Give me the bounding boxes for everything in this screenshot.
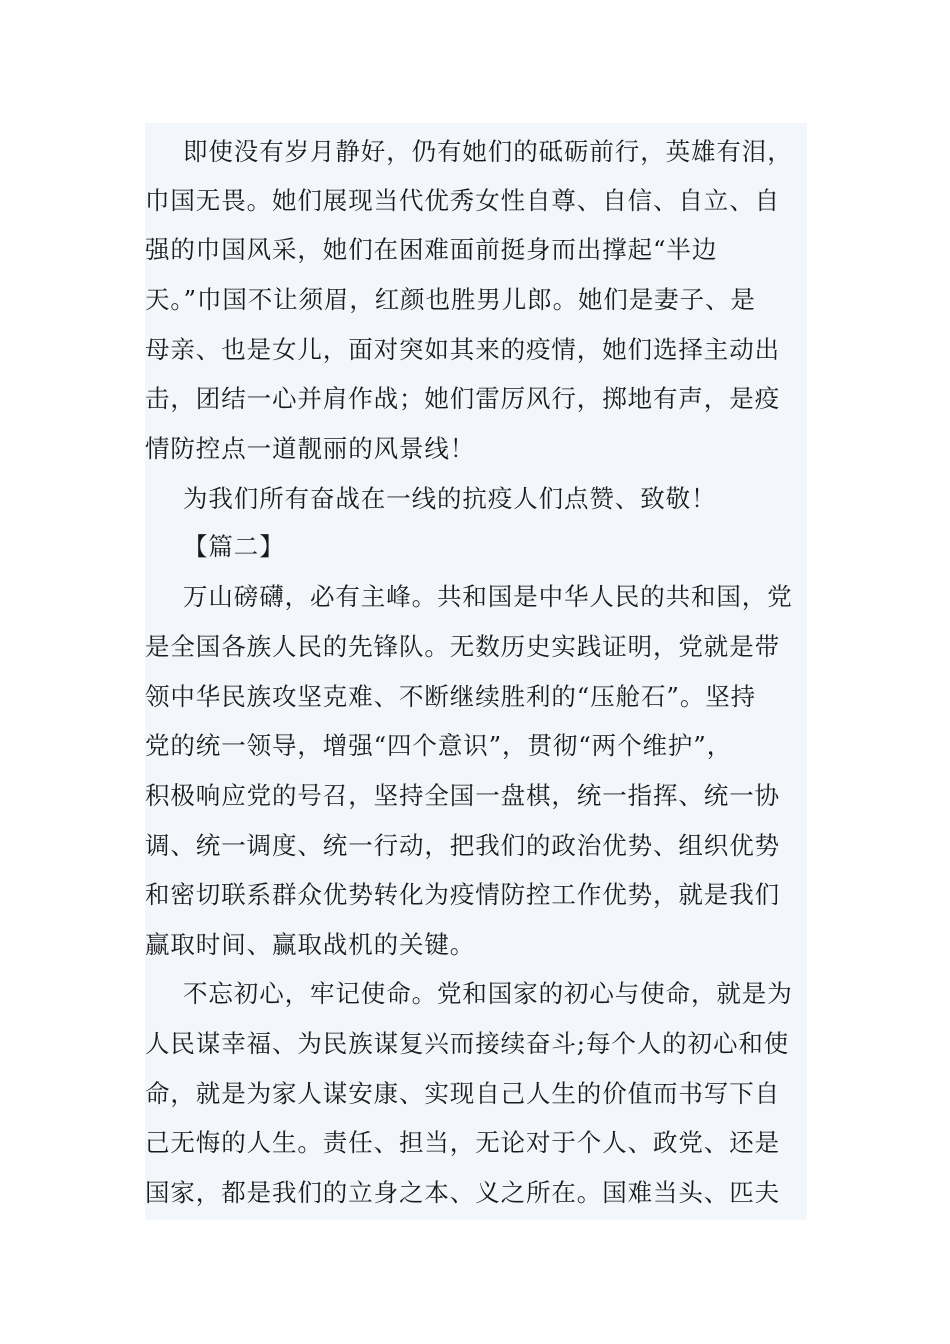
paragraph-line: 巾国无畏。她们展现当代优秀女性自尊、自信、自立、自 [145,186,780,215]
paragraph-line: 强的巾国风采，她们在困难面前挺身而出撑起“半边 [145,235,718,264]
paragraph-line: 即使没有岁月静好，仍有她们的砥砺前行，英雄有泪， [183,137,793,166]
paragraph-line: 积极响应党的号召，坚持全国一盘棋，统一指挥、统一协 [145,781,780,810]
paragraph-line: 赢取时间、赢取战机的关键。 [145,930,476,959]
paragraph-line: 党的统一领导，增强“四个意识”，贯彻“两个维护”， [145,731,733,760]
document-text-block [145,123,807,1220]
paragraph-line: 母亲、也是女儿，面对突如其来的疫情，她们选择主动出 [145,335,780,364]
paragraph-line: 情防控点一道靓丽的风景线！ [145,434,476,463]
paragraph-line: 为我们所有奋战在一线的抗疫人们点赞、致敬！ [183,484,717,513]
paragraph-line: 人民谋幸福、为民族谋复兴而接续奋斗;每个人的初心和使 [145,1029,790,1058]
paragraph-line: 不忘初心，牢记使命。党和国家的初心与使命，就是为 [183,979,793,1008]
paragraph-line: 击，团结一心并肩作战；她们雷厉风行，掷地有声，是疫 [145,384,780,413]
paragraph-line: 国家，都是我们的立身之本、义之所在。国难当头、匹夫 [145,1178,780,1207]
paragraph-line: 是全国各族人民的先锋队。无数历史实践证明，党就是带 [145,632,780,661]
paragraph-line: 命，就是为家人谋安康、实现自己人生的价值而书写下自 [145,1079,780,1108]
paragraph-line: 调、统一调度、统一行动，把我们的政治优势、组织优势 [145,831,780,860]
paragraph-line: 万山磅礴，必有主峰。共和国是中华人民的共和国，党 [183,582,793,611]
paragraph-line: 和密切联系群众优势转化为疫情防控工作优势，就是我们 [145,880,780,909]
paragraph-line: 领中华民族攻坚克难、不断继续胜利的“压舱石”。坚持 [145,682,757,711]
paragraph-line: 己无悔的人生。责任、担当，无论对于个人、政党、还是 [145,1128,780,1157]
section-heading: 【篇二】 [183,532,285,561]
paragraph-line: 天。”巾国不让须眉，红颜也胜男儿郎。她们是妻子、是 [145,285,756,314]
